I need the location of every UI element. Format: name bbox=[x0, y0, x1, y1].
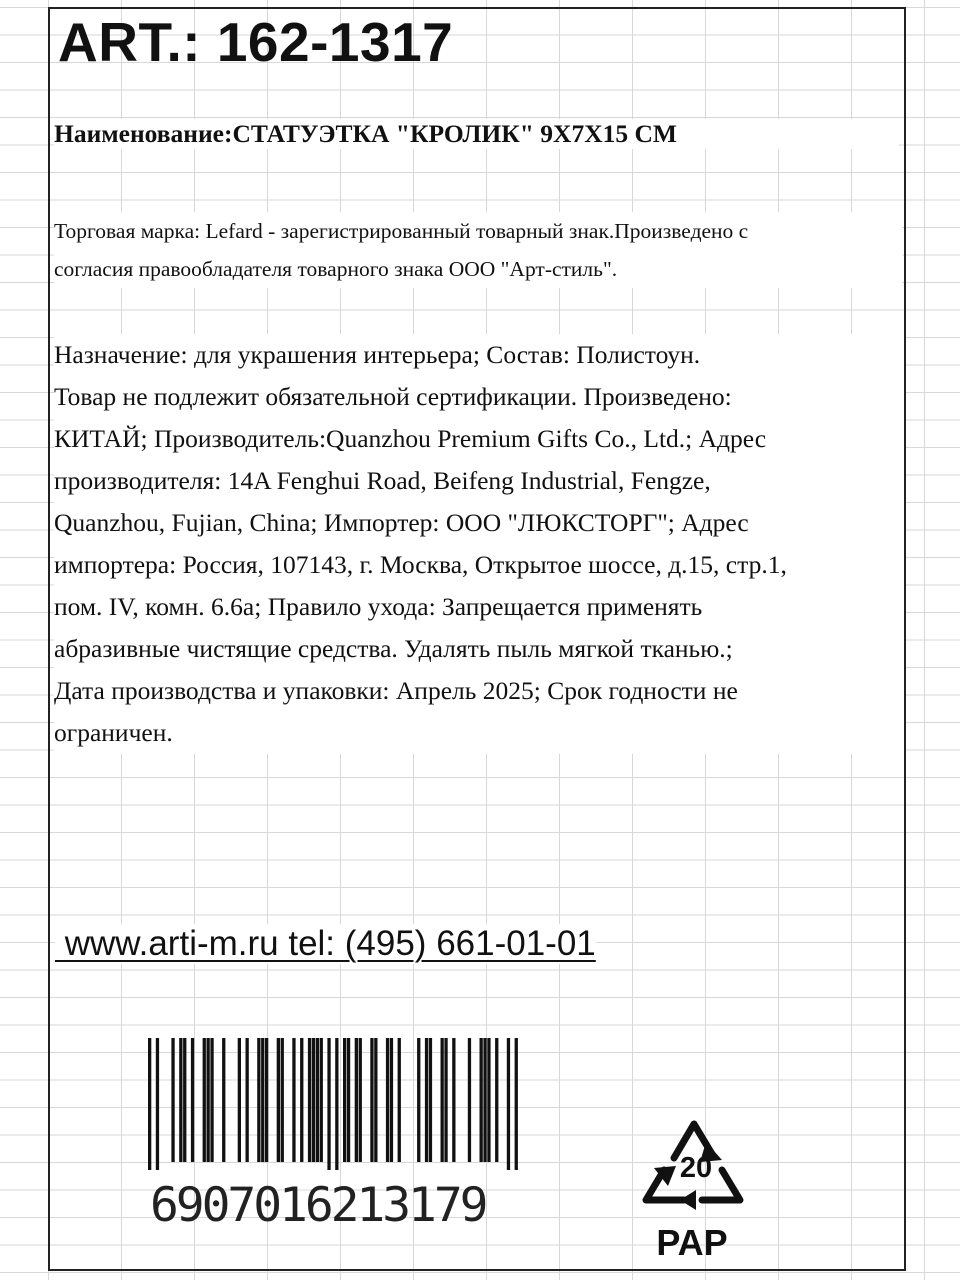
barcode-bar bbox=[480, 1038, 483, 1162]
description-line: Товар не подлежит обязательной сертификации. Произведено: bbox=[54, 382, 732, 411]
barcode-bar bbox=[246, 1038, 249, 1162]
barcode-bar bbox=[343, 1038, 346, 1162]
product-name-value: СТАТУЭТКА "КРОЛИК" 9Х7Х15 СМ bbox=[232, 119, 677, 148]
barcode-bar bbox=[191, 1038, 194, 1162]
barcode-bar bbox=[444, 1038, 447, 1162]
barcode-bar bbox=[265, 1038, 268, 1162]
barcode-bar bbox=[327, 1038, 330, 1170]
barcode-bar bbox=[210, 1038, 213, 1162]
barcode-bar bbox=[312, 1038, 315, 1162]
barcode-bar bbox=[507, 1038, 510, 1170]
description-line: Дата производства и упаковки: Апрель 2025; Срок годности не bbox=[54, 676, 738, 705]
barcode-bar bbox=[222, 1038, 225, 1162]
trademark-text bbox=[54, 212, 902, 288]
description-line: КИТАЙ; Производитель:Quanzhou Premium Gifts Co., Ltd.; Адрес bbox=[54, 424, 767, 453]
barcode-bar bbox=[320, 1038, 323, 1162]
product-name bbox=[54, 119, 899, 149]
contact-line: www.arti-m.ru tel: (495) 661-01-01 bbox=[55, 924, 596, 963]
barcode-bar bbox=[417, 1038, 420, 1162]
description-line: абразивные чистящие средства. Удалять пыль мягкой тканью.; bbox=[54, 634, 733, 663]
product-name-label: Наименование: bbox=[54, 119, 233, 148]
barcode-bar bbox=[148, 1038, 151, 1170]
barcode-bar bbox=[261, 1038, 264, 1162]
barcode-bar bbox=[171, 1038, 174, 1162]
barcode-bar bbox=[207, 1038, 210, 1162]
barcode-bar bbox=[425, 1038, 428, 1162]
barcode-bar bbox=[347, 1038, 350, 1162]
barcode-bar bbox=[390, 1038, 393, 1162]
barcode-bar bbox=[452, 1038, 455, 1162]
recycling-mark bbox=[636, 1108, 756, 1268]
barcode-bar bbox=[179, 1038, 182, 1162]
trademark-line: согласия правообладателя товарного знака ООО "Арт-стиль". bbox=[54, 257, 618, 281]
barcode-bar bbox=[257, 1038, 260, 1162]
barcode-bar bbox=[483, 1038, 486, 1162]
barcode-bar bbox=[359, 1038, 362, 1162]
barcode-bar bbox=[386, 1038, 389, 1162]
description-line: Quanzhou, Fujian, China; Импортер: ООО "ЛЮКСТОРГ"; Адрес bbox=[54, 508, 749, 537]
barcode bbox=[148, 1038, 528, 1238]
barcode-bar bbox=[300, 1038, 303, 1162]
barcode-bar bbox=[515, 1038, 518, 1170]
article-number: ART.: 162-1317 bbox=[58, 11, 454, 73]
description-line: ограничен. bbox=[54, 718, 173, 747]
barcode-bar bbox=[355, 1038, 358, 1162]
barcode-bar bbox=[487, 1038, 490, 1162]
barcode-bar bbox=[238, 1038, 241, 1162]
trademark-line: Торговая марка: Lefard - зарегистрированный товарный знак.Произведено с bbox=[54, 219, 749, 243]
barcode-bar bbox=[370, 1038, 373, 1162]
recycling-material: PAP bbox=[656, 1222, 728, 1263]
barcode-bars bbox=[148, 1038, 528, 1173]
barcode-bar bbox=[316, 1038, 319, 1162]
barcode-bar bbox=[203, 1038, 206, 1162]
barcode-bar bbox=[277, 1038, 280, 1162]
description-line: импортера: Россия, 107143, г. Москва, Открытое шоссе, д.15, стр.1, bbox=[54, 550, 787, 579]
barcode-bar bbox=[429, 1038, 432, 1162]
barcode-bar bbox=[281, 1038, 284, 1162]
recycling-code: 20 bbox=[679, 1152, 713, 1184]
barcode-number: 6907016213179 bbox=[150, 1178, 486, 1233]
barcode-bar bbox=[374, 1038, 377, 1162]
barcode-bar bbox=[495, 1038, 498, 1162]
description-line: Назначение: для украшения интерьера; Состав: Полистоун. bbox=[54, 340, 701, 369]
description-line: пом. IV, комн. 6.6а; Правило ухода: Запрещается применять bbox=[54, 592, 703, 621]
barcode-bar bbox=[398, 1038, 401, 1162]
barcode-bar bbox=[441, 1038, 444, 1162]
barcode-bar bbox=[468, 1038, 471, 1162]
barcode-bar bbox=[183, 1038, 186, 1162]
description-line: производителя: 14A Fenghui Road, Beifeng Industrial, Fengze, bbox=[54, 466, 711, 495]
barcode-bar bbox=[335, 1038, 338, 1170]
barcode-bar bbox=[156, 1038, 159, 1170]
product-description bbox=[54, 334, 904, 754]
barcode-bar bbox=[292, 1038, 295, 1162]
barcode-bar bbox=[308, 1038, 311, 1162]
